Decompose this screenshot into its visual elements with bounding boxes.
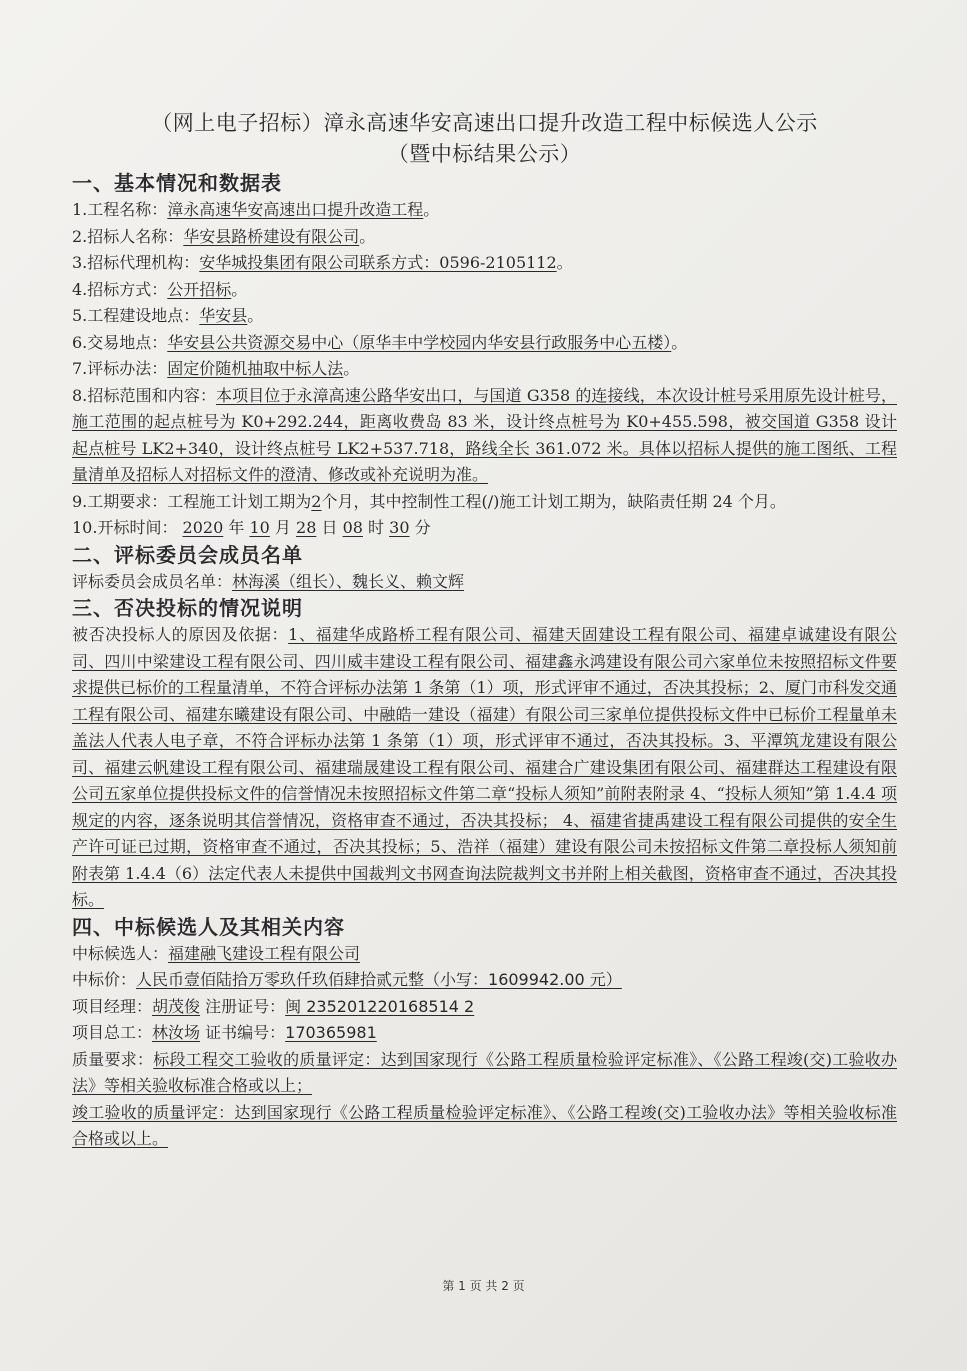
title-line-1: （网上电子招标）漳永高速华安高速出口提升改造工程中标候选人公示 <box>151 111 818 135</box>
open-hour: 08 <box>342 518 363 537</box>
section-2-heading: 二、评标委员会成员名单 <box>72 542 303 567</box>
item-value: 华安县 <box>199 306 248 325</box>
winning-candidate <box>72 941 897 968</box>
item-project-name: 1.工程名称：漳永高速华安高速出口提升改造工程。 <box>72 200 440 219</box>
document-title <box>72 108 897 170</box>
item-open-time: 10.开标时间： 2020 年 10 月 28 日 08 时 30 分 <box>72 518 431 537</box>
open-year: 2020 <box>182 518 224 537</box>
item-value: 固定价随机抽取中标人法 <box>167 359 344 378</box>
quality-requirement <box>72 1047 897 1100</box>
chief-engineer: 项目总工：林汝场 证书编号：170365981 <box>72 1023 377 1042</box>
item-label: 中标候选人： <box>72 943 169 963</box>
item-label: 8.招标范围和内容： <box>72 385 217 405</box>
item-period: 9.工期要求：工程施工计划工期为2个月，其中控制性工程(/)施工计划工期为，缺陷责任期 24 个月。 <box>72 491 786 511</box>
item-value: 人民币壹佰陆拾万零玖仟玖佰肆拾贰元整（小写：1609942.00 元） <box>136 970 622 989</box>
section-1-heading: 一、基本情况和数据表 <box>72 171 282 195</box>
item-label: 6.交易地点： <box>72 332 168 352</box>
item-venue: 6.交易地点：华安县公共资源交易中心（原华丰中学校园内华安县行政服务中心五楼）。 <box>72 332 688 352</box>
item-location: 5.工程建设地点：华安县。 <box>72 306 264 325</box>
item-value: 公开招标 <box>167 279 232 299</box>
quality-requirement-2 <box>72 1100 897 1153</box>
item-label: 2.招标人名称： <box>72 226 184 246</box>
item-value: 福建融飞建设工程有限公司 <box>168 943 361 963</box>
winning-price <box>72 967 897 994</box>
item-label: 评标委员会成员名单： <box>72 571 233 591</box>
item-tenderer: 2.招标人名称：华安县路桥建设有限公司。 <box>72 226 376 246</box>
open-minute: 30 <box>389 518 410 537</box>
page-number: 第 1 页 共 2 页 <box>442 1279 525 1293</box>
pm-name: 胡茂俊 <box>152 996 201 1016</box>
item-value: 林海溪（组长）、魏长义、赖文辉 <box>232 571 465 591</box>
item-value: 华安县路桥建设有限公司 <box>183 226 360 246</box>
section-4-heading: 四、中标候选人及其相关内容 <box>72 914 345 939</box>
committee-members <box>72 569 897 596</box>
open-day: 28 <box>296 518 317 537</box>
title-line-2: （暨中标结果公示） <box>387 142 582 166</box>
open-month: 10 <box>249 518 270 537</box>
item-evaluation: 7.评标办法：固定价随机抽取中标人法。 <box>72 359 360 378</box>
item-method: 4.招标方式：公开招标。 <box>72 279 248 299</box>
item-label: 项目经理： <box>72 996 153 1016</box>
chief-cert: 170365981 <box>285 1023 377 1042</box>
item-label: 1.工程名称： <box>72 200 168 219</box>
item-value: 本项目位于永漳高速公路华安出口，与国道 G358 的连接线，本次设计桩号采用原先设计桩号，施工范围的起点桩号为 K0+292.244，距离收费岛 83 米，设计终点桩号为 K0+455.598，被交国道 G358 设计起点桩号 LK2+340，设计终点桩号 LK2+537.718，路线全长 361.072 米。具体以招标人提供的施工图纸、工程量清单及招标人对招标文件的澄清、修改或补充说明为准。 <box>72 385 897 484</box>
item-value: 华安县公共资源交易中心（原华丰中学校园内华安县行政服务中心五楼） <box>167 332 672 352</box>
item-label: 被否决投标人的原因及依据： <box>72 625 289 644</box>
item-label: 3.招标代理机构： <box>72 253 200 272</box>
item-label: 7.评标办法： <box>72 359 168 378</box>
rejection-details <box>72 622 897 914</box>
project-manager: 项目经理：胡茂俊 注册证号：闽 235201220168514 2 <box>72 996 475 1016</box>
item-label: 质量要求： <box>72 1049 154 1069</box>
item-label: 5.工程建设地点： <box>72 306 200 325</box>
item-label: 10.开标时间： <box>72 518 178 537</box>
chief-name: 林汝场 <box>152 1023 201 1042</box>
item-scope <box>72 383 897 489</box>
item-label: 4.招标方式： <box>72 279 168 299</box>
item-label: 9.工期要求： <box>72 491 168 511</box>
period-months: 2 <box>311 491 322 511</box>
item-value: 漳永高速华安高速出口提升改造工程 <box>167 200 424 219</box>
item-value: 1、福建华成路桥工程有限公司、福建天固建设工程有限公司、福建卓诚建设有限公司、四川中梁建设工程有限公司、四川威丰建设工程有限公司、福建鑫永鸿建设有限公司六家单位未按照招标文件要求提供已标价的工程量清单，不符合评标办法第 1 条第（1）项，形式评审不通过，否决其投标；2、厦门市科发交通工程有限公司、福建东曦建设有限公司、中融皓一建设（福建）有限公司三家单位提供投标文件中已标价工程量单未盖法人代表人电子章，不符合评标办法第 1 条第（1）项，形式评审不通过，否决其投标。3、平潭筑龙建设有限公司、福建云帆建设工程有限公司、福建瑞晟建设工程有限公司、福建合广建设集团有限公司、福建群达工程建设有限公司五家单位提供投标文件的信誉情况未按照招标文件第二章“投标人须知”前附表附录 4、“投标人须知”第 1.4.4 项规定的内容，逐条说明其信誉情况，资格审查不通过，否决其投标； 4、福建省捷禹建设工程有限公司提供的安全生产许可证已过期，资格审查不通过，否决其投标；5、浩祥（福建）建设有限公司未按招标文件第二章投标人须知前附表第 1.4.4（6）法定代表人未提供中国裁判文书网查询法院裁判文书并附上相关截图，资格审查不通过，否决其投标。 <box>72 625 897 909</box>
pm-cert: 闽 235201220168514 2 <box>285 996 475 1016</box>
item-value: 安华城投集团有限公司联系方式：0596-2105112 <box>199 253 557 272</box>
item-agency: 3.招标代理机构：安华城投集团有限公司联系方式：0596-2105112。 <box>72 253 573 272</box>
section-3-heading: 三、否决投标的情况说明 <box>72 596 303 620</box>
item-value: 竣工验收的质量评定：达到国家现行《公路工程质量检验评定标准》、《公路工程竣(交)工验收办法》等相关验收标准合格或以上。 <box>72 1102 897 1148</box>
item-label: 中标价： <box>72 970 137 989</box>
item-value: 标段工程交工验收的质量评定：达到国家现行《公路工程质量检验评定标准》、《公路工程竣(交)工验收办法》等相关验收标准合格或以上； <box>72 1049 897 1095</box>
item-label: 项目总工： <box>72 1023 153 1042</box>
